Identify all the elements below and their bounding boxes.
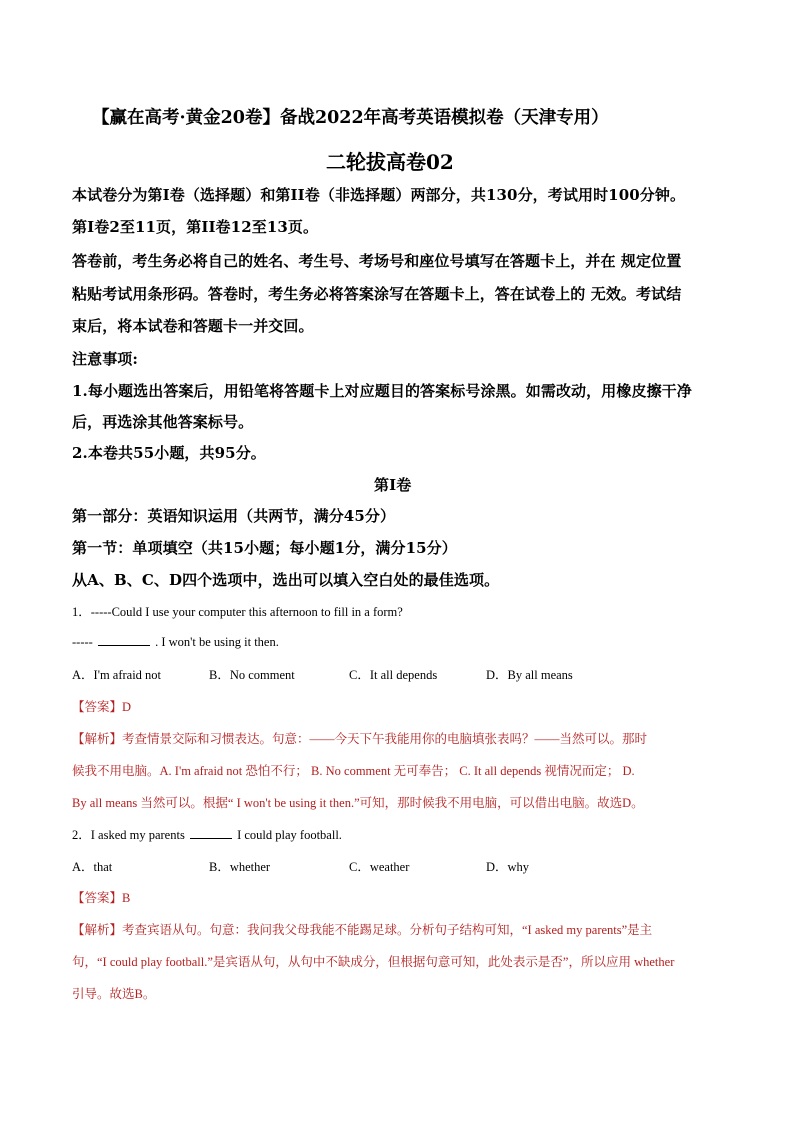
question-options bbox=[72, 665, 573, 683]
answer-label: 【答案】B bbox=[72, 891, 131, 905]
notes-item: 1.每小题选出答案后，用铅笔将答题卡上对应题目的答案标号涂黑。如需改动，用橡皮擦干净 bbox=[72, 382, 692, 400]
reply-dashes: ----- bbox=[72, 635, 93, 649]
question-prompt: 1．-----Could I use your computer this afternoon to fill in a form? bbox=[72, 605, 403, 619]
prompt-end: I could play football. bbox=[237, 828, 342, 842]
analysis-line: 【解析】考查宾语从句。句意：我问我父母我能不能踢足球。分析句子结构可知，“I asked my parents”是主 bbox=[72, 923, 653, 937]
question-options bbox=[72, 857, 529, 875]
notes-heading: 注意事项: bbox=[72, 350, 139, 368]
question-prompt bbox=[72, 825, 342, 843]
intro-line: 粘贴考试用条形码。答卷时，考生务必将答案涂写在答题卡上，答在试卷上的 无效。考试结 bbox=[72, 285, 682, 303]
answer-blank bbox=[190, 826, 232, 839]
option-a: A．that bbox=[72, 860, 113, 874]
question-reply bbox=[72, 633, 279, 650]
notes-item: 后，再选涂其他答案标号。 bbox=[72, 413, 254, 431]
document-subtitle: 二轮拔高卷02 bbox=[326, 150, 454, 174]
answer-label: 【答案】D bbox=[72, 700, 132, 714]
answer-blank bbox=[98, 633, 150, 646]
section-heading: 第一节：单项填空（共15小题；每小题1分，满分15分） bbox=[72, 539, 457, 557]
option-c: C．weather bbox=[349, 860, 410, 874]
option-d: D．By all means bbox=[486, 668, 573, 682]
intro-line: 本试卷分为第I卷（选择题）和第II卷（非选择题）两部分，共130分，考试用时100分钟。 bbox=[72, 186, 686, 204]
option-b: B．No comment bbox=[209, 668, 295, 682]
document-title: 【赢在高考·黄金20卷】备战2022年高考英语模拟卷（天津专用） bbox=[92, 108, 609, 128]
prompt-start: 2．I asked my parents bbox=[72, 828, 185, 842]
option-d: D．why bbox=[486, 860, 530, 874]
volume-heading: 第I卷 bbox=[374, 476, 412, 494]
intro-line: 束后，将本试卷和答题卡一并交回。 bbox=[72, 317, 314, 335]
analysis-line: 【解析】考查情景交际和习惯表达。句意：——今天下午我能用你的电脑填张表吗？——当然可以。那时 bbox=[72, 732, 648, 746]
reply-text: . I won't be using it then. bbox=[155, 635, 279, 649]
intro-line: 答卷前，考生务必将自己的姓名、考生号、考场号和座位号填写在答题卡上，并在 规定位置 bbox=[72, 252, 682, 270]
intro-line: 第I卷2至11页，第II卷12至13页。 bbox=[72, 218, 319, 236]
option-b: B．whether bbox=[209, 860, 271, 874]
analysis-line: 句，“I could play football.”是宾语从句，从句中不缺成分，但根据句意可知，此处表示是否”，所以应用 whether bbox=[72, 955, 675, 969]
option-a: A．I'm afraid not bbox=[72, 668, 162, 682]
option-c: C．It all depends bbox=[349, 668, 438, 682]
notes-item: 2.本卷共55小题，共95分。 bbox=[72, 444, 266, 462]
part-heading: 第一部分：英语知识运用（共两节，满分45分） bbox=[72, 507, 396, 525]
analysis-line: 引导。故选B。 bbox=[72, 987, 156, 1001]
analysis-line: By all means 当然可以。根据“ I won't be using it then.”可知，那时候我不用电脑，可以借出电脑。故选D。 bbox=[72, 796, 644, 810]
section-instruction: 从A、B、C、D四个选项中，选出可以填入空白处的最佳选项。 bbox=[72, 571, 500, 589]
analysis-line: 候我不用电脑。A. I'm afraid not 恐怕不行； B. No comment 无可奉告； C. It all depends 视情况而定； D. bbox=[72, 764, 635, 778]
